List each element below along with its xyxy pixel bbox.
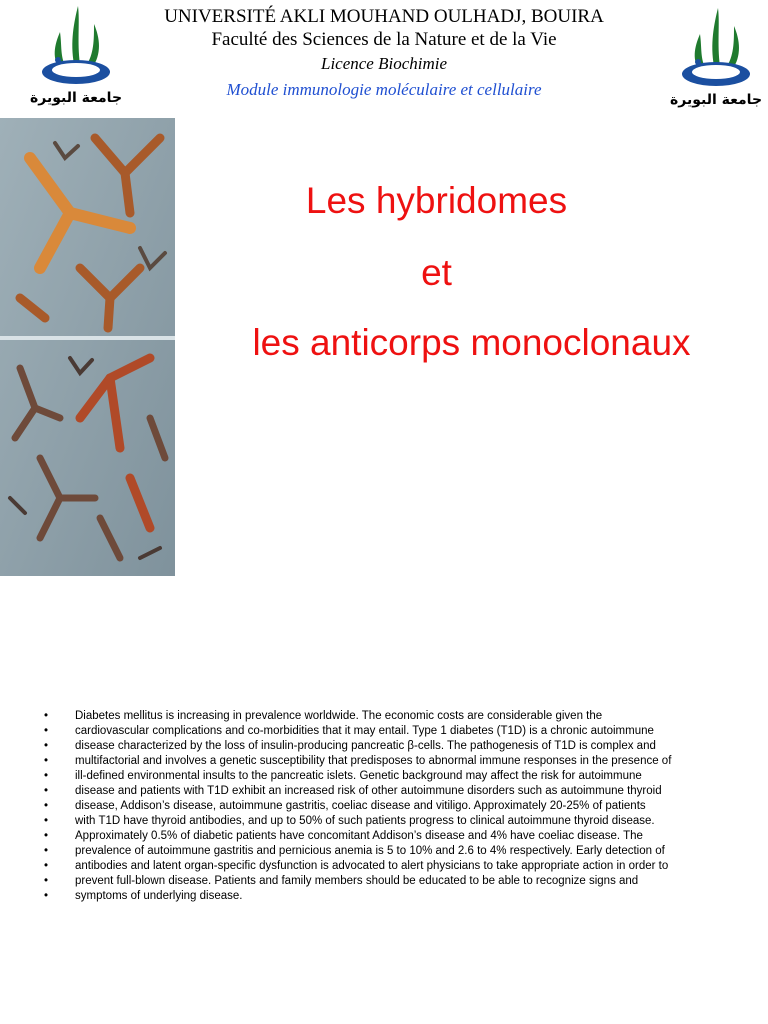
list-item: • multifactorial and involves a genetic susceptibility that predisposes to abnormal immune responses in the presence of bbox=[44, 755, 672, 767]
list-item: • cardiovascular complications and co-morbidities that it may entail. Type 1 diabetes (T1D) is a chronic autoimmune bbox=[44, 725, 654, 737]
university-name: UNIVERSITÉ AKLI MOUHAND OULHADJ, BOUIRA bbox=[164, 6, 604, 27]
bullet-icon: • bbox=[44, 740, 49, 752]
bullet-icon: • bbox=[44, 875, 49, 887]
bullet-icon: • bbox=[44, 800, 49, 812]
bullet-icon: • bbox=[44, 725, 49, 737]
bullet-icon: • bbox=[44, 785, 49, 797]
list-item: • Approximately 0.5% of diabetic patients have concomitant Addison’s disease and 4% have coeliac disease. The bbox=[44, 830, 643, 842]
bullet-icon: • bbox=[44, 710, 49, 722]
list-item: • symptoms of underlying disease. bbox=[44, 890, 243, 902]
bullet-icon: • bbox=[44, 815, 49, 827]
list-item: • antibodies and latent organ-specific dysfunction is advocated to alert physicians to take appropriate action in order to bbox=[44, 860, 669, 872]
bullet-icon: • bbox=[44, 770, 49, 782]
bullet-icon: • bbox=[44, 845, 49, 857]
faculty-name: Faculté des Sciences de la Nature et de la Vie bbox=[211, 29, 557, 50]
svg-text:جامعة البويرة: جامعة البويرة bbox=[30, 90, 122, 106]
list-item: • disease and patients with T1D exhibit an increased risk of other autoimmune disorders such as autoimmune thyroid bbox=[44, 785, 662, 797]
bullet-icon: • bbox=[44, 755, 49, 767]
list-item: • Diabetes mellitus is increasing in prevalence worldwide. The economic costs are considerable given the bbox=[44, 710, 603, 722]
university-logo-right bbox=[670, 4, 762, 112]
title-line-1: Les hybridomes bbox=[305, 180, 568, 221]
title-line-3: les anticorps monoclonaux bbox=[252, 322, 691, 363]
header bbox=[110, 6, 658, 104]
antibody-microscopy-image bbox=[0, 118, 175, 576]
svg-text:جامعة البويرة: جامعة البويرة bbox=[670, 92, 762, 108]
list-item: • disease characterized by the loss of insulin-producing pancreatic β-cells. The pathogenesis of T1D is complex and bbox=[44, 740, 656, 752]
list-item: • disease, Addison’s disease, autoimmune gastritis, coeliac disease and vitiligo. Approximately 20-25% of patients bbox=[44, 800, 646, 812]
bullet-icon: • bbox=[44, 830, 49, 842]
title-line-2: et bbox=[421, 252, 452, 293]
bullet-list bbox=[40, 710, 730, 905]
list-item: • prevent full-blown disease. Patients and family members should be educated to be able to recognize signs and bbox=[44, 875, 639, 887]
bullet-icon: • bbox=[44, 860, 49, 872]
module-name: Module immunologie moléculaire et cellulaire bbox=[226, 80, 542, 99]
university-logo-left bbox=[30, 2, 122, 110]
list-item: • prevalence of autoimmune gastritis and pernicious anemia is 5 to 10% and 2.6 to 4% respectively. Early detection of bbox=[44, 845, 665, 857]
bullet-icon: • bbox=[44, 890, 49, 902]
list-item: • ill-defined environmental insults to the pancreatic islets. Genetic background may affect the risk for autoimmune bbox=[44, 770, 642, 782]
licence-name: Licence Biochimie bbox=[320, 54, 448, 73]
list-item: • with T1D have thyroid antibodies, and up to 50% of such patients progress to clinical autoimmune thyroid disease. bbox=[44, 815, 655, 827]
